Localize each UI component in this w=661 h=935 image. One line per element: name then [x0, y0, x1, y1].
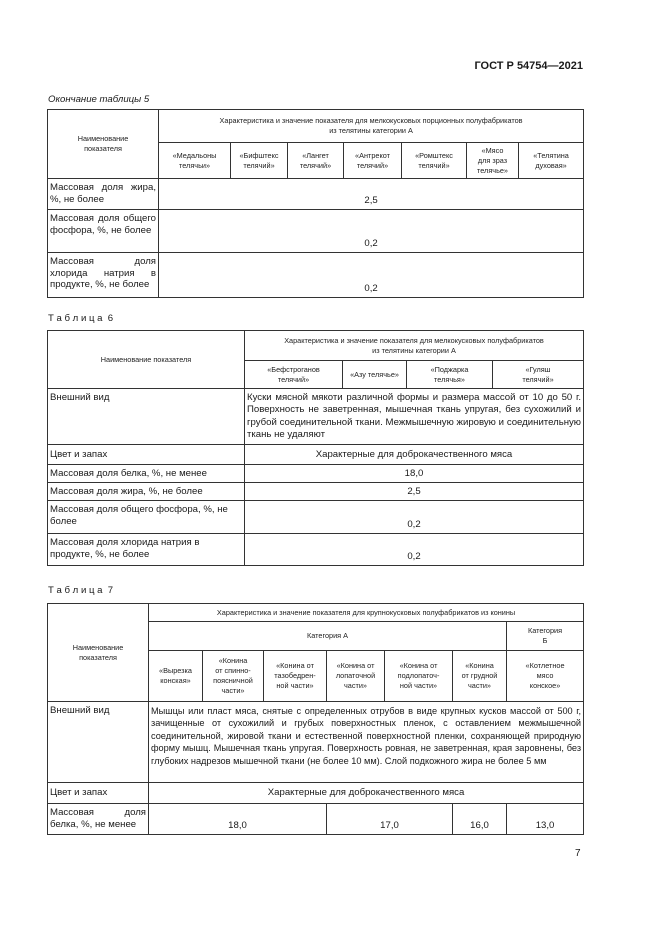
table-row	[48, 253, 584, 298]
table-row	[48, 445, 584, 465]
column-header: «Конина от тазобедрен- ной части»	[264, 651, 327, 702]
row-value: Мышцы или пласт мяса, снятые с определенных отрубов в виде крупных кусков массой от 500 г, зачищенные от сухожилий и грубых поверхностных пленок, с оставлением межмышечной соединительной, жировой ткани и естественной поверхностной пленки, сохраняющей природную форму мышц. Мышечная ткань упругая. Поверхность ровная, не заветренная, края заровнены, без глубоких надрезов мышечной ткани (не более 10 мм). Слой подкожного жира не более 5 мм	[149, 702, 584, 783]
standard-number: ГОСТ Р 54754—2021	[474, 60, 583, 72]
column-header: «Конина от подлопаточ- ной части»	[385, 651, 453, 702]
name-header: Наименование показателя	[48, 110, 159, 179]
column-header: «Бифштекс телячий»	[231, 143, 288, 179]
row-value: Куски мясной мякоти различной формы и размера массой от 10 до 50 г. Поверхность не заветренная, мышечная ткань упругая, без сухожилий и грубой соединительной ткани. Межмышечную жировую и соединительную ткань не удаляют	[245, 389, 584, 445]
category-b-header: Категория Б	[507, 622, 584, 651]
table-row	[48, 210, 584, 253]
row-value: 0,2	[245, 534, 584, 566]
table-7	[47, 603, 584, 835]
table-5	[47, 109, 584, 298]
row-name: Массовая доля белка, %, не менее	[48, 465, 245, 483]
table-row	[48, 501, 584, 534]
row-value: 18,0	[149, 804, 327, 835]
row-value: 0,2	[159, 210, 584, 253]
table7-caption: Т а б л и ц а 7	[48, 585, 114, 596]
name-header: Наименование показателя	[48, 604, 149, 702]
table-row	[48, 534, 584, 566]
row-name: Внешний вид	[48, 702, 149, 783]
row-value: 2,5	[159, 179, 584, 210]
table5-caption: Окончание таблицы 5	[48, 94, 150, 105]
column-header: «Котлетное мясо конское»	[507, 651, 584, 702]
column-header: «Азу телячье»	[343, 361, 407, 389]
row-name: Массовая доля общего фосфора, %, не более	[48, 501, 245, 534]
table-row	[48, 702, 584, 783]
column-header: «Конина от лопаточной части»	[327, 651, 385, 702]
table-row	[48, 783, 584, 804]
row-value: Характерные для доброкачественного мяса	[149, 783, 584, 804]
table-row	[48, 804, 584, 835]
row-name: Массовая доля хлорида натрия в продукте, %, не более	[48, 534, 245, 566]
table6-caption: Т а б л и ц а 6	[48, 313, 114, 324]
group-header: Характеристика и значение показателя для мелкокусковых полуфабрикатов из телятины категории А	[245, 331, 584, 361]
row-name: Цвет и запах	[48, 445, 245, 465]
page-number: 7	[575, 848, 581, 859]
row-name: Массовая доля жира, %, не более	[48, 483, 245, 501]
column-header: «Бефстроганов телячий»	[245, 361, 343, 389]
row-value: 0,2	[159, 253, 584, 298]
column-header: «Поджарка телячья»	[407, 361, 493, 389]
table-6	[47, 330, 584, 566]
column-header: «Лангет телячий»	[288, 143, 344, 179]
column-header: «Телятина духовая»	[519, 143, 584, 179]
name-header: Наименование показателя	[48, 331, 245, 389]
row-name: Массовая доля общего фосфора, %, не более	[48, 210, 159, 253]
column-header: «Конина от грудной части»	[453, 651, 507, 702]
row-name: Внешний вид	[48, 389, 245, 445]
table-row	[48, 179, 584, 210]
column-header: «Вырезка конская»	[149, 651, 203, 702]
row-name: Массовая доля хлорида натрия в продукте, %, не более	[48, 253, 159, 298]
column-header: «Антрекот телячий»	[344, 143, 402, 179]
row-value: Характерные для доброкачественного мяса	[245, 445, 584, 465]
row-value: 0,2	[245, 501, 584, 534]
row-value: 13,0	[507, 804, 584, 835]
category-a-header: Категория А	[149, 622, 507, 651]
group-header: Характеристика и значение показателя для мелкокусковых порционных полуфабрикатов из телятины категории А	[159, 110, 584, 143]
row-name: Цвет и запах	[48, 783, 149, 804]
row-value: 16,0	[453, 804, 507, 835]
column-header: «Ромштекс телячий»	[402, 143, 467, 179]
table-row	[48, 483, 584, 501]
row-name: Массовая доля белка, %, не менее	[48, 804, 149, 835]
row-value: 2,5	[245, 483, 584, 501]
row-value: 17,0	[327, 804, 453, 835]
column-header: «Мясо для зраз телячье»	[467, 143, 519, 179]
table-row	[48, 465, 584, 483]
column-header: «Конина от спинно- поясничной части»	[203, 651, 264, 702]
column-header: «Медальоны телячьи»	[159, 143, 231, 179]
table-row	[48, 389, 584, 445]
row-value: 18,0	[245, 465, 584, 483]
group-header: Характеристика и значение показателя для крупнокусковых полуфабрикатов из конины	[149, 604, 584, 622]
row-name: Массовая доля жира, %, не более	[48, 179, 159, 210]
column-header: «Гуляш телячий»	[493, 361, 584, 389]
